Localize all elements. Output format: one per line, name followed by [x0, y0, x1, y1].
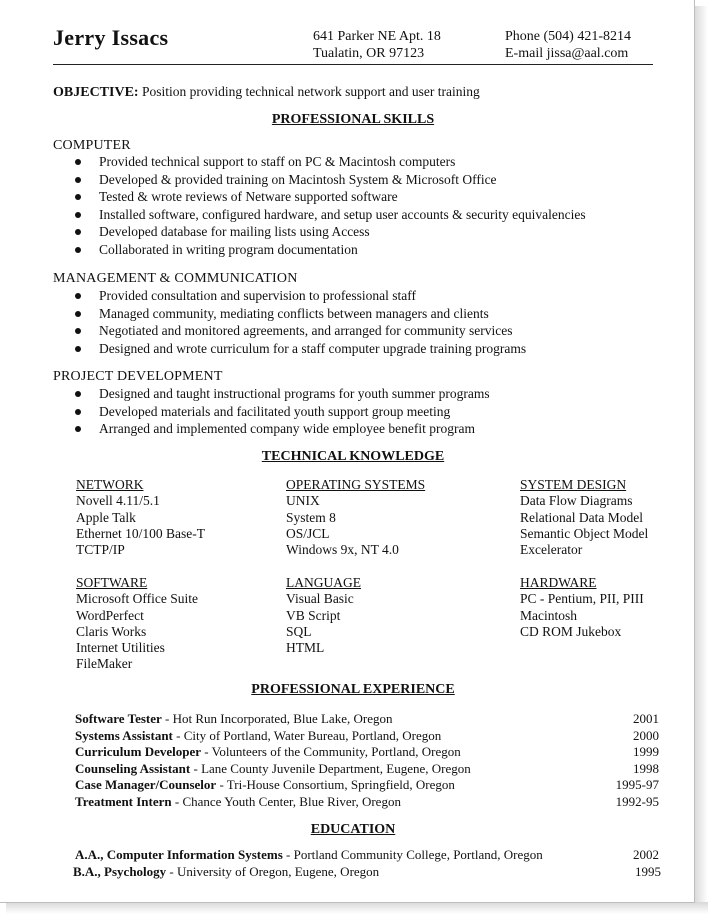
list-item: Collaborated in writing program documentation [75, 241, 586, 259]
list-item: Provided consultation and supervision to professional staff [75, 287, 526, 305]
list-item: Designed and wrote curriculum for a staff computer upgrade training programs [75, 340, 526, 358]
skill-category-project: PROJECT DEVELOPMENT [53, 369, 223, 384]
tech-group-language [286, 575, 361, 656]
tech-item: Windows 9x, NT 4.0 [286, 542, 399, 558]
tech-item: Relational Data Model [520, 509, 643, 525]
bullet-icon [75, 194, 81, 200]
skill-list-computer [75, 153, 586, 258]
tech-item: WordPerfect [76, 607, 144, 623]
list-item: Managed community, mediating conflicts between managers and clients [75, 305, 526, 323]
contact-block [505, 28, 631, 62]
degree: B.A., Psychology [73, 863, 167, 879]
tech-item: TCTP/IP [76, 542, 125, 558]
tech-item: CD ROM Jukebox [520, 623, 622, 639]
list-item: Designed and taught instructional programs for youth summer programs [75, 385, 490, 403]
job-title: Counseling Assistant [75, 760, 191, 776]
phone-number: Phone (504) 421-8214 [505, 29, 631, 44]
tech-item: Internet Utilities [76, 640, 165, 656]
education-year: 1995 [635, 863, 661, 879]
job-year: 2001 [633, 711, 659, 726]
bullet-icon [75, 229, 81, 235]
list-item: Developed database for mailing lists using Access [75, 223, 586, 241]
job-title: Treatment Intern [75, 793, 172, 809]
tech-group-operating-systems [286, 477, 425, 558]
list-item: Installed software, configured hardware, and setup user accounts & security equivalencies [75, 206, 586, 224]
list-item: Tested & wrote reviews of Netware supported software [75, 188, 586, 206]
bullet-icon [75, 426, 81, 432]
school-detail: - University of Oregon, Eugene, Oregon [166, 863, 380, 879]
tech-item: Data Flow Diagrams [520, 493, 633, 509]
objective-label: OBJECTIVE: [53, 85, 139, 100]
address-block [313, 28, 441, 62]
resume-name: Jerry Issacs [53, 25, 169, 50]
bullet-icon [75, 177, 81, 183]
bullet-icon [75, 311, 81, 317]
job-year: 2000 [633, 727, 659, 743]
tech-item: OS/JCL [286, 525, 330, 541]
experience-row [75, 777, 659, 794]
tech-group-heading: HARDWARE [520, 575, 597, 590]
job-detail: - Tri-House Consortium, Springfield, Oregon [216, 777, 455, 793]
list-item: Negotiated and monitored agreements, and arranged for community services [75, 322, 526, 340]
tech-item: Microsoft Office Suite [76, 591, 198, 607]
tech-group-heading: SYSTEM DESIGN [520, 477, 627, 492]
tech-item: Semantic Object Model [520, 525, 649, 541]
bullet-icon [75, 409, 81, 415]
job-title: Software Tester [75, 711, 162, 726]
job-year: 1998 [633, 760, 659, 776]
job-detail: - Chance Youth Center, Blue River, Oregon [171, 793, 401, 809]
tech-item: Visual Basic [286, 591, 354, 607]
list-item: Provided technical support to staff on PC & Macintosh computers [75, 153, 586, 171]
job-detail: - Hot Run Incorporated, Blue Lake, Oregon [161, 711, 393, 726]
tech-group-hardware [520, 575, 644, 640]
job-detail: - Volunteers of the Community, Portland, Oregon [201, 744, 461, 760]
tech-item: PC - Pentium, PII, PIII [520, 591, 644, 607]
skills-title: PROFESSIONAL SKILLS [271, 112, 435, 127]
tech-group-system-design [520, 477, 648, 558]
education-row [75, 847, 659, 864]
job-title: Curriculum Developer [75, 744, 202, 760]
school-detail: - Portland Community College, Portland, Oregon [282, 847, 543, 862]
job-year: 1995-97 [615, 777, 659, 793]
tech-item: Apple Talk [76, 509, 136, 525]
list-item: Developed materials and facilitated youth support group meeting [75, 403, 490, 421]
tech-item: FileMaker [76, 656, 133, 672]
tech-item: SQL [286, 623, 312, 639]
address-line-2: Tualatin, OR 97123 [313, 46, 425, 61]
experience-row [75, 711, 659, 728]
experience-row [75, 761, 659, 778]
skill-list-project [75, 385, 490, 438]
tech-item: Novell 4.11/5.1 [76, 493, 160, 509]
education-list [75, 847, 659, 880]
tech-item: UNIX [286, 493, 320, 509]
education-year: 2002 [633, 847, 659, 862]
degree: A.A., Computer Information Systems [75, 847, 283, 862]
email-address: E-mail jissa@aal.com [505, 46, 629, 61]
tech-item: Macintosh [520, 607, 577, 623]
tech-item: Ethernet 10/100 Base-T [76, 525, 205, 541]
experience-row [75, 794, 659, 811]
tech-group-heading: NETWORK [76, 477, 144, 492]
tech-group-heading: LANGUAGE [286, 575, 361, 590]
tech-item: Excelerator [520, 542, 583, 558]
tech-group-network [76, 477, 205, 558]
experience-row [75, 728, 659, 745]
header-divider [53, 64, 653, 65]
education-row [73, 864, 659, 881]
bullet-icon [75, 159, 81, 165]
job-year: 1992-95 [615, 793, 659, 809]
bullet-icon [75, 328, 81, 334]
tech-item: HTML [286, 640, 325, 656]
tech-item: Claris Works [76, 623, 147, 639]
job-title: Case Manager/Counselor [75, 777, 217, 793]
bullet-icon [75, 212, 81, 218]
bullet-icon [75, 293, 81, 299]
tech-group-heading: OPERATING SYSTEMS [286, 477, 426, 492]
experience-list [75, 711, 659, 811]
education-title: EDUCATION [310, 822, 396, 837]
tech-group-software [76, 575, 198, 673]
technical-title: TECHNICAL KNOWLEDGE [261, 449, 445, 464]
job-title: Systems Assistant [75, 727, 173, 743]
tech-item: System 8 [286, 509, 336, 525]
objective [53, 84, 480, 101]
job-detail: - City of Portland, Water Bureau, Portland, Oregon [172, 727, 442, 743]
experience-row [75, 744, 659, 761]
list-item: Arranged and implemented company wide employee benefit program [75, 420, 490, 438]
tech-item: VB Script [286, 607, 341, 623]
list-item: Developed & provided training on Macintosh System & Microsoft Office [75, 171, 586, 189]
bullet-icon [75, 391, 81, 397]
bullet-icon [75, 247, 81, 253]
experience-title: PROFESSIONAL EXPERIENCE [251, 682, 455, 697]
objective-text: Position providing technical network support and user training [141, 84, 480, 99]
job-year: 1999 [633, 744, 659, 760]
address-line-1: 641 Parker NE Apt. 18 [313, 29, 441, 44]
bullet-icon [75, 346, 81, 352]
skill-category-computer: COMPUTER [53, 138, 131, 153]
job-detail: - Lane County Juvenile Department, Eugene, Oregon [190, 760, 471, 776]
skill-list-management [75, 287, 526, 357]
skill-category-management: MANAGEMENT & COMMUNICATION [53, 271, 298, 286]
tech-group-heading: SOFTWARE [76, 575, 148, 590]
